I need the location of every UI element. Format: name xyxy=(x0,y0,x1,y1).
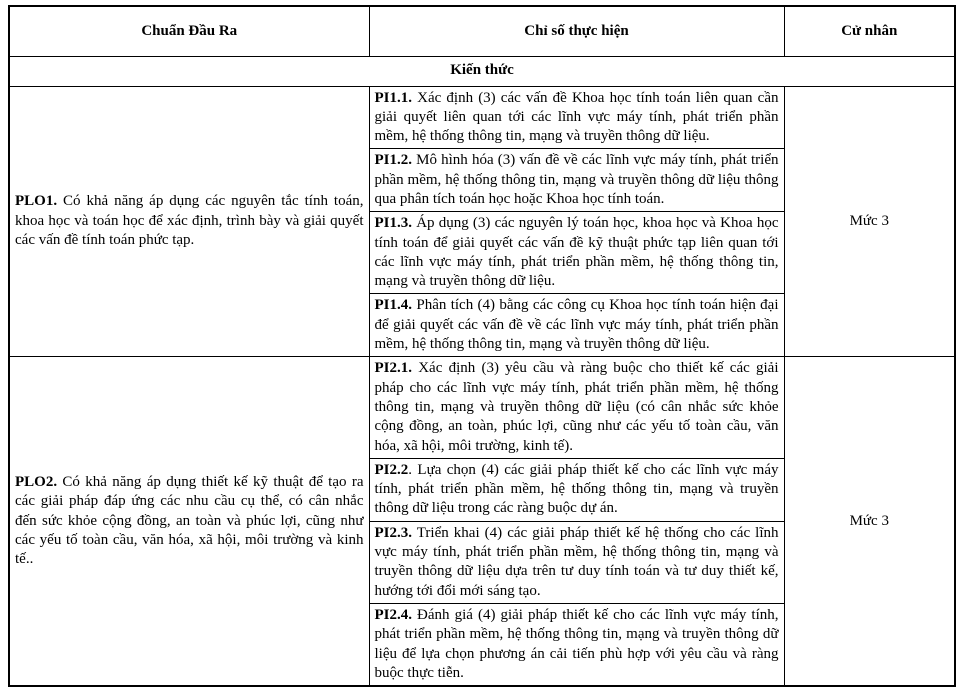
table-row xyxy=(9,357,955,458)
pi1-1-cell xyxy=(369,86,784,149)
pi1-3-cell xyxy=(369,212,784,294)
pi2-1-text: Xác định (3) yêu cầu và ràng buộc cho thiết kế các giải pháp cho các lĩnh vực máy tính, phát triển phần mềm, hệ thống thông tin, mạng và truyền thông dữ liệu (có cân nhắc sức khỏe cộng đồng, an toàn, phúc lợi, cũng như các yếu tố toàn cầu, văn hóa, xã hội, môi trường, kinh tế). xyxy=(374,360,779,454)
pi1-2-cell xyxy=(369,149,784,212)
pi2-2-text: . Lựa chọn (4) các giải pháp thiết kế cho các lĩnh vực máy tính, phát triển phần mềm, hệ thống thông tin, mạng và truyền thông dữ liệu trong các ràng buộc dự án. xyxy=(374,461,779,517)
pi1-2-label: PI1.2. xyxy=(374,152,412,169)
plo1-cell xyxy=(9,86,369,357)
plo2-cell xyxy=(9,357,369,686)
pi1-3-label: PI1.3. xyxy=(374,215,412,232)
pi2-2-label: PI2.2 xyxy=(374,461,409,478)
table-row xyxy=(9,86,955,149)
plo1-level-cell: Mức 3 xyxy=(784,86,955,357)
header-chi-so-thuc-hien: Chỉ số thực hiện xyxy=(369,6,784,56)
pi1-1-label: PI1.1. xyxy=(374,89,412,106)
pi2-1-label: PI2.1. xyxy=(374,360,412,377)
header-row xyxy=(9,6,955,56)
header-chuan-dau-ra: Chuẩn Đầu Ra xyxy=(9,6,369,56)
pi2-4-text: Đánh giá (4) giải pháp thiết kế cho các lĩnh vực máy tính, phát triển phần mềm, hệ thống thông tin, mạng và truyền thông dữ liệu để lựa chọn phương án cải tiến phù hợp với yêu cầu và ràng buộc thực tiễn. xyxy=(374,606,779,681)
pi2-3-cell xyxy=(369,521,784,603)
section-kien-thuc: Kiến thức xyxy=(9,56,955,86)
pi2-3-label: PI2.3. xyxy=(374,524,412,541)
pi1-2-text: Mô hình hóa (3) vấn đề về các lĩnh vực máy tính, phát triển phần mềm, hệ thống thông tin, mạng và truyền thông dữ liệu thông qua phân tích toán học hoặc Khoa học tính toán. xyxy=(374,152,779,207)
plo2-level-cell: Mức 3 xyxy=(784,357,955,686)
pi1-4-cell xyxy=(369,294,784,357)
learning-outcomes-table xyxy=(8,5,956,687)
pi2-3-text: Triển khai (4) các giải pháp thiết kế hệ thống cho các lĩnh vực máy tính, phát triển phần mềm, hệ thống thông tin, mạng và truyền thông dữ liệu dựa trên tư duy tính toán và tư duy thiết kế, hướng tới đổi mới sáng tạo. xyxy=(374,524,779,599)
pi1-1-text: Xác định (3) các vấn đề Khoa học tính toán liên quan cần giải quyết liên quan tới các lĩnh vực máy tính, phát triển phần mềm, hệ thống thông tin, mạng và truyền thông dữ liệu. xyxy=(374,89,779,145)
pi2-1-cell xyxy=(369,357,784,458)
pi2-4-label: PI2.4. xyxy=(374,606,412,623)
plo2-text: Có khả năng áp dụng thiết kế kỹ thuật để tạo ra các giải pháp đáp ứng các nhu cầu cụ thể, có cân nhắc đến sức khỏe cộng đồng, an toàn và phúc lợi, cũng như các yếu tố toàn cầu, văn hóa, xã hội, môi trường và kinh tế.. xyxy=(15,473,364,568)
plo2-label: PLO2. xyxy=(15,473,58,490)
pi2-2-cell xyxy=(369,458,784,521)
plo1-text: Có khả năng áp dụng các nguyên tắc tính toán, khoa học và toán học để xác định, trình bày và giải quyết các vấn đề tính toán phức tạp. xyxy=(15,193,364,249)
pi1-4-label: PI1.4. xyxy=(374,297,412,314)
header-cu-nhan: Cử nhân xyxy=(784,6,955,56)
pi1-4-text: Phân tích (4) bằng các công cụ Khoa học tính toán hiện đại để giải quyết các vấn đề về các lĩnh vực máy tính, phát triển phần mềm, hệ thống thông tin, mạng và truyền thông dữ liệu. xyxy=(374,297,779,353)
section-row xyxy=(9,56,955,86)
plo1-label: PLO1. xyxy=(15,193,58,210)
pi2-4-cell xyxy=(369,603,784,686)
pi1-3-text: Áp dụng (3) các nguyên lý toán học, khoa học và Khoa học tính toán để giải quyết các vấn đề kỹ thuật phức tạp liên quan tới các lĩnh vực máy tính, phát triển phần mềm, hệ thống thông tin, mạng và truyền thông dữ liệu. xyxy=(374,215,779,290)
